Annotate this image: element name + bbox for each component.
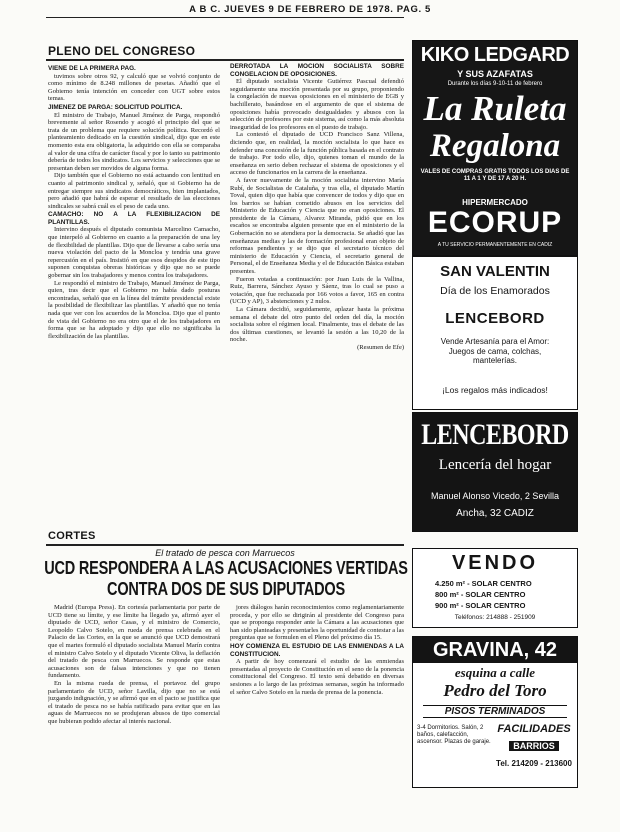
subhead: CAMACHO: NO A LA FLEXIBILIZACION DE PLANTILLAS. bbox=[48, 211, 220, 226]
article-column-left bbox=[48, 604, 220, 828]
ad-barrios: BARRIOS bbox=[509, 741, 559, 751]
ad-brand-ecorup: ECORUP bbox=[427, 206, 563, 239]
section-rule bbox=[46, 544, 404, 546]
ad-mid-text: VALES DE COMPRAS GRATIS TODOS LOS DIAS DE 11 A 1 Y DE 17 A 20 H. bbox=[420, 169, 570, 182]
section-rule bbox=[46, 59, 404, 61]
article-kicker: El tratado de pesca con Marruecos bbox=[155, 548, 295, 558]
paragraph: Le respondió el ministro de Trabajo, Manuel Jiménez de Parga, quien, tras decir que el Gobierno no había dado posturas encontradas, señaló que en la línea del trámite presidencial existe la posibilidad de flexibilizar las plantillas. Y añadió que no tenía nada que ver con los acuerdos de la Moncloa. Dijo que el punto de vista del Gobierno no era otro que el de los trabajadores en forma que se ha adoptado y dijo que ello no significaba la flexibilización de las plantillas. bbox=[48, 279, 220, 340]
paragraph: tuvimos sobre otros 92, y calculó que se volvió conjunto de como mínimo de 8.248 millones de pesetas. Añadió que el Gobierno tenía intención en conceder con UGT sobre estos temas. bbox=[48, 72, 220, 103]
signature: (Resumen de Efe) bbox=[357, 343, 404, 351]
ad-gravina bbox=[412, 636, 578, 788]
ad-hiper-label: HIPERMERCADO bbox=[462, 198, 528, 207]
paragraph: El ministro de Trabajo, Manuel Jiménez de Parga, respondió brevemente al señor Rosendo y acogió el principio del que se trata de un problema que requiere solución política. Recordó el planteamiento dedicado en la cuestión sindical, dijo que en este momento esta era obligatoria, la adquirido con ella se comparaba al valor de una cifra de carácter fiscal y por lo tanto su patrimonio debería de todos los sindicatos. Los servicios y selecciones que se presentan deben ser movidos de alguna forma. bbox=[48, 111, 220, 172]
column-left bbox=[48, 64, 220, 524]
ad-subtitle: Día de los Enamorados bbox=[440, 285, 550, 297]
ad-address-2: Ancha, 32 CADIZ bbox=[456, 508, 534, 519]
ad-brand: LENCEBORD bbox=[421, 419, 569, 452]
ad-vendo bbox=[412, 548, 578, 628]
ad-subtitle: esquina a calle bbox=[454, 665, 536, 680]
ad-name: Pedro del Toro bbox=[443, 681, 547, 700]
ad-ruleta-line2: Regalona bbox=[429, 128, 561, 164]
ad-ruleta-line1: La Ruleta bbox=[423, 89, 567, 128]
ad-tagline: ¡Los regalos más indicados! bbox=[442, 385, 548, 395]
subhead: JIMENEZ DE PARGA: SOLICITUD POLITICA. bbox=[48, 103, 183, 111]
continued-label: VIENE DE LA PRIMERA PAG. bbox=[48, 65, 136, 72]
paragraph: En la misma rueda de prensa, el portavoz del grupo parlamentario de UCD, señor Lavilla, dijo que no se está juzgando indignación, y se afirmó que en el pacto se justifica que el tratado de pesca no se había ratificado para evitar que en las aguas de Marruecos no se produjeran abusos de tipo comercial que hubieran podido afectar al interés nacional. bbox=[48, 679, 220, 725]
ad-note: 3-4 Dormitorios. Salón, 2 baños, calefacción, ascensor. Plazas de garaje. bbox=[417, 725, 491, 745]
article-column-right bbox=[230, 604, 404, 828]
ad-lencebord bbox=[412, 412, 578, 532]
ad-phones: Teléfonos: 214888 - 251909 bbox=[454, 614, 536, 621]
paragraph: A partir de hoy comenzará el estudio de las enmiendas presentadas al proyecto de Constitución en el seno de la ponencia constitucional del Congreso. El texto será debatido en diversas sesiones a lo largo de las próximas semanas, según ha informado el señor Calvo Sotelo en la rueda de prensa de la ponencia. bbox=[230, 658, 404, 696]
paragraph: Madrid (Europa Press). En cortesía parlamentaria por parte de UCD tiene su límite, y ese límite ha llegado ya, afirmó ayer el diputado de UCD, señor Casas, y el ministro de Comercio, Leopoldo Calvo Sotelo, en rueda de prensa celebrada en el Palacio de las Cortes, en la que se anunció que UCD demostrará que el martes formuló el diputado socialista Manuel Marín contra el ministro Calvo Sotelo y el diputado Vicente Oliva, la deflación del tratado de pesca con Marruecos. Se responde que estas acusaciones son de falsas intenciones y que no tienen fundamento. bbox=[48, 604, 220, 680]
paragraph: Fueron votadas a continuación: por Juan Luis de la Vallina, Ruiz, Barrera, Sánchez Ayuso y Sáenz, tras lo cual se puso a votación, que fue rechazada por 166 votos a favor, 165 en contra (UCD y AP), 3 abstenciones y 2 nulos. bbox=[230, 275, 404, 306]
ad-subtitle: Lencería del hogar bbox=[438, 457, 552, 473]
ad-brand: LENCEBORD bbox=[445, 310, 545, 327]
ad-title: KIKO LEDGARD bbox=[420, 44, 570, 66]
ad-line: 800 m² - SOLAR CENTRO bbox=[435, 590, 526, 599]
ad-small-text: Durante los días 9-10-11 de febrero bbox=[447, 81, 543, 87]
column-middle bbox=[230, 62, 404, 522]
paragraph: Dijo también que el Gobierno no está actuando con lentitud en cuanto al patrimonio sindical y, señaló, que si Gobierno ha de entregar siempre sus sindicatos democráticos, bien implantados, pero añadió que habrá de esperar el resultado de las elecciones sindicales se sabrá cuál es el peso de cada uno. bbox=[48, 172, 220, 210]
paragraph: A favor nuevamente de la moción socialista intervino María Rubí, de Socialistas de Cataluña, y tras ella, el diputado Martín Toval, quien dijo que había que convencer de todos y dijo que en los barrios se habían cometido abusos en los servicios del Ministerio de Educación y Ciencia que no eran oposiciones. El presidente de la Cámara, Alvarez Miranda, pidió que en los escaños se encontraba alguien presente que en el ministerio de la Gobernación no se atendiera por la democracia. Se añadió que las enseñanzas medias y las de formación profesional eran objeto de reformas pendientes y se dijo que el secretario técnico del ministerio de Educación y Ciencia, el secretario general de Personal, el de Enseñanza Media y el de Educación Básica estaban presentes. bbox=[230, 176, 404, 276]
article-headline-1: UCD RESPONDERA A LAS ACUSACIONES VERTIDAS bbox=[44, 559, 408, 579]
page-header: A B C. JUEVES 9 DE FEBRERO DE 1978. PAG. 5 bbox=[189, 4, 431, 15]
subhead: HOY COMIENZA EL ESTUDIO DE LAS ENMIENDAS A LA CONSTITUCION. bbox=[230, 642, 404, 658]
ad-subtitle: Y SUS AZAFATAS bbox=[457, 69, 533, 79]
section-title-cortes: CORTES bbox=[48, 530, 96, 542]
ad-line: 4.250 m² - SOLAR CENTRO bbox=[435, 579, 532, 588]
ad-facilidades: FACILIDADES bbox=[497, 723, 571, 735]
paragraph: jores diálogos harán reconocimientos como reglamentariamente proceda, y por ello se dirigirán al presidente del Congreso para que se proponga responder ante la Cámara a las acusaciones que han sido planteadas y presentarles la oportunidad de contestar a las preguntas que se formulen en el Pleno del próximo día 15. bbox=[230, 604, 404, 642]
ad-line: 900 m² - SOLAR CENTRO bbox=[435, 601, 526, 610]
ad-title: GRAVINA, 42 bbox=[413, 637, 577, 663]
subhead: DERROTADA LA MOCION SOCIALISTA SOBRE CONGELACION DE OPOSICIONES. bbox=[230, 63, 404, 78]
ad-title: VENDO bbox=[451, 552, 539, 574]
paragraph: El diputado socialista Vicente Gutiérrez Pascual defendió seguidamente una moción presentada por su grupo, proponiendo la congelación de nuevas oposiciones en el ministerio de EGB y bachillerato, basándose en el argumento de que el sistema de oposiciones había provocado desigualdades y abusos con la selección de profesores por este sistema, así como la más absoluta inseguridad de los profesores en el puesto de trabajo. bbox=[230, 78, 404, 131]
article-headline-2: CONTRA DOS DE SUS DIPUTADOS bbox=[107, 580, 345, 600]
ad-address-1: Manuel Alonso Vicedo, 2 Sevilla bbox=[431, 491, 559, 501]
paragraph: La Cámara decidió, seguidamente, aplazar hasta la próxima semana el debate del otro punto del orden del día, la moción socialista sobre el régimen local. Finalmente, tras el debate de las dos últimas cuestiones, se levantó la sesión a las 10,20 de la noche. bbox=[230, 306, 404, 344]
paragraph: Intervino después el diputado comunista Marcelino Camacho, que interpeló al Gobierno en cuanto a la preparación de una ley de flexibilidad de plantillas. Dijo que de llevarse a cabo sería una nueva violación del pacto de la Moncloa y tendría una grave repercusión en el país. Insistió en que esos despidos de este tipo suponen conquistas obreras históricas y dijo que no se puede gobernar sin los trabajadores y menos contra los trabajadores. bbox=[48, 226, 220, 280]
ad-phone: Tel. 214209 - 213600 bbox=[496, 759, 572, 768]
ad-body: Vende Artesanía para el Amor: Juegos de cama, colchas, mantelerías. bbox=[440, 337, 550, 365]
header-rule bbox=[46, 17, 404, 18]
ad-pisos: PISOS TERMINADOS bbox=[423, 705, 567, 718]
ad-title: SAN VALENTIN bbox=[440, 263, 550, 280]
ad-footer: A TU SERVICIO PERMANENTEMENTE EN CADIZ bbox=[437, 242, 553, 248]
ad-san-valentin bbox=[412, 256, 578, 410]
paragraph: La contestó el diputado de UCD Francisco Sanz Villena, diciendo que, en realidad, la moción socialista lo que hace es defender una concesión de la función pública basada en el contrato de trabajo. Por todo ello, dijo, quienes toman el mundo de la enseñanza en serio deben rechazar el sistema de oposiciones y el acceso de funcionarios en la carrera de la enseñanza. bbox=[230, 131, 404, 177]
section-title-pleno: PLENO DEL CONGRESO bbox=[48, 44, 196, 58]
ad-kiko-ledgard bbox=[412, 40, 578, 256]
